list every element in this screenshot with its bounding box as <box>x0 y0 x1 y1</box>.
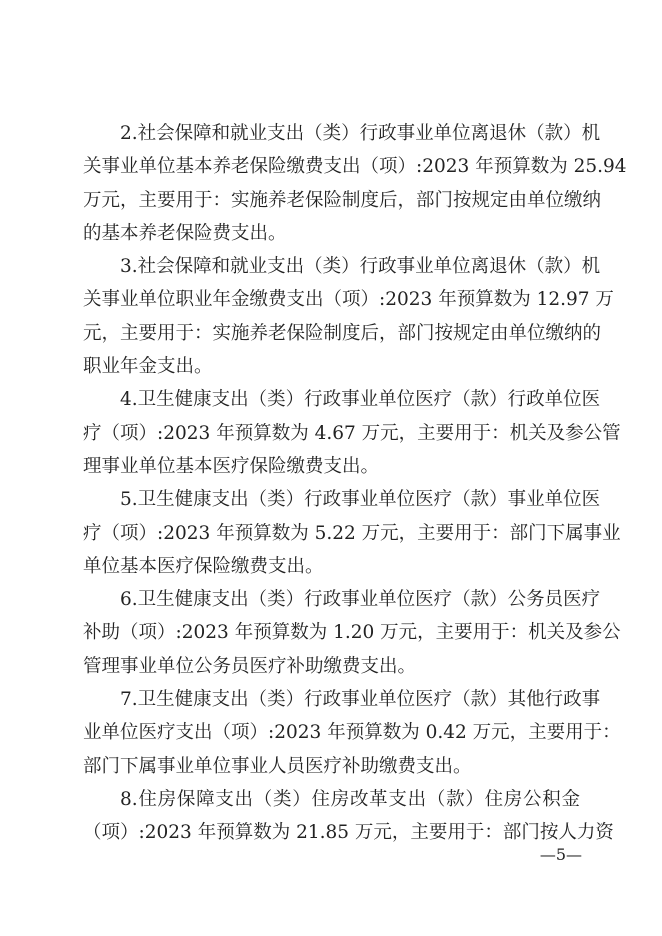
text-line: 万元，主要用于：实施养老保险制度后，部门按规定由单位缴纳 <box>83 189 602 211</box>
text-line: 2.社会保障和就业支出（类）行政事业单位离退休（款）机 <box>120 123 601 144</box>
paragraph <box>83 683 621 783</box>
page-number: —5— <box>539 845 582 864</box>
text-line: 5.卫生健康支出（类）行政事业单位医疗（款）事业单位医 <box>120 489 601 511</box>
text-line: 单位基本医疗保险缴费支出。 <box>83 555 324 577</box>
paragraph <box>83 117 627 250</box>
text-line: 疗（项）:2023 年预算数为 4.67 万元，主要用于：机关及参公管 <box>83 422 621 444</box>
text-line: 元，主要用于：实施养老保险制度后，部门按规定由单位缴纳的 <box>83 322 602 344</box>
text-line: 业单位医疗支出（项）:2023 年预算数为 0.42 万元，主要用于： <box>83 722 621 744</box>
text-line: （项）:2023 年预算数为 21.85 万元，主要用于：部门按人力资 <box>83 822 614 844</box>
text-line: 职业年金支出。 <box>83 356 213 378</box>
text-line: 补助（项）:2023 年预算数为 1.20 万元，主要用于：机关及参公 <box>83 622 621 644</box>
text-line: 部门下属事业单位事业人员医疗补助缴费支出。 <box>83 755 472 777</box>
text-line: 理事业单位基本医疗保险缴费支出。 <box>83 455 380 477</box>
text-line: 7.卫生健康支出（类）行政事业单位医疗（款）其他行政事 <box>120 689 601 711</box>
text-line: 4.卫生健康支出（类）行政事业单位医疗（款）行政单位医 <box>120 389 601 411</box>
paragraph <box>83 250 614 383</box>
text-line: 6.卫生健康支出（类）行政事业单位医疗（款）公务员医疗 <box>120 589 601 611</box>
text-line: 8.住房保障支出（类）住房改革支出（款）住房公积金 <box>120 788 580 810</box>
text-line: 疗（项）:2023 年预算数为 5.22 万元，主要用于：部门下属事业 <box>83 522 621 544</box>
paragraph <box>83 783 614 850</box>
paragraph <box>83 583 621 683</box>
paragraph <box>83 483 621 583</box>
text-line: 关事业单位职业年金缴费支出（项）:2023 年预算数为 12.97 万 <box>83 289 614 311</box>
text-line: 管理事业单位公务员医疗补助缴费支出。 <box>83 655 417 677</box>
text-line: 3.社会保障和就业支出（类）行政事业单位离退休（款）机 <box>120 256 601 278</box>
paragraph <box>83 383 621 483</box>
text-line: 关事业单位基本养老保险缴费支出（项）:2023 年预算数为 25.94 <box>83 156 627 178</box>
document-body <box>83 117 627 850</box>
text-line: 的基本养老保险费支出。 <box>83 222 287 244</box>
